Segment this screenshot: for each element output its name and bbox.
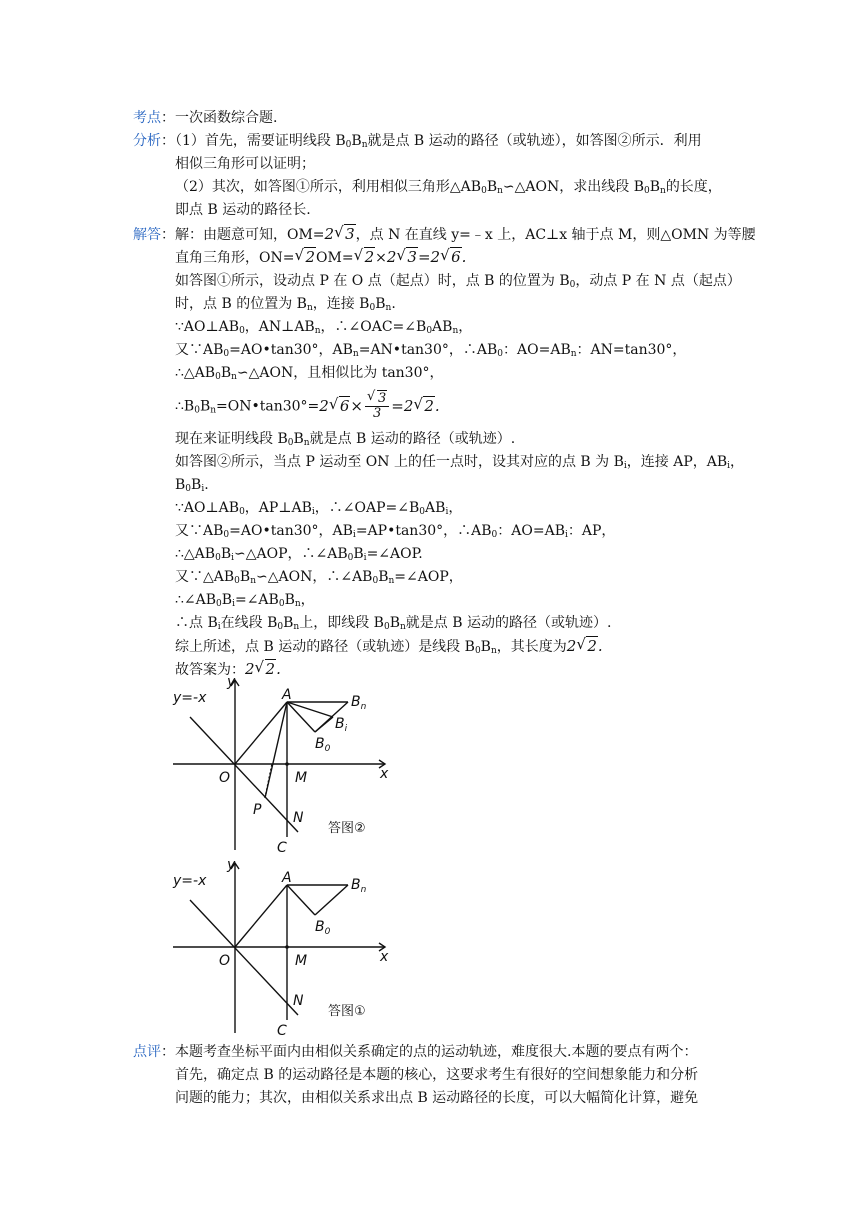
- sub: n: [660, 186, 666, 196]
- text: ：AO=AB: [503, 342, 571, 358]
- sub: 0: [369, 303, 376, 313]
- text: 时，点 B 的位置为 B: [175, 296, 307, 312]
- comment-line-1: [133, 1041, 697, 1063]
- solution-line-1: [133, 223, 756, 246]
- text: ∴∠AB: [175, 592, 217, 608]
- sub: i: [344, 724, 348, 734]
- segment-AP: [265, 702, 287, 798]
- sub: n: [570, 349, 577, 359]
- text: B: [293, 431, 304, 447]
- sub: i: [231, 553, 234, 563]
- solution-line-13: [175, 520, 615, 542]
- text: 3: [377, 391, 387, 406]
- label-C: C: [277, 840, 287, 856]
- text: AB: [432, 319, 453, 335]
- label-y: y: [227, 857, 236, 873]
- sub: 0: [234, 576, 240, 586]
- sub: 0: [223, 530, 230, 540]
- text: 直角三角形，ON=: [175, 250, 295, 266]
- text: .: [434, 396, 440, 415]
- text: B: [221, 592, 233, 608]
- text: .: [597, 637, 603, 655]
- text: =AO•tan30°，AB: [229, 523, 353, 539]
- label-B0: [315, 919, 331, 937]
- comment-line-3: [175, 1087, 698, 1109]
- sub: i: [352, 530, 356, 540]
- text: B: [284, 592, 295, 608]
- text: .: [461, 248, 467, 266]
- solution-line-12: $\because AO\perp AB_0$，$AP\perp AB_i$，$\therefore\angle OAP=\angle B_0AB_i$，: [175, 500, 463, 517]
- label-Bn: [351, 877, 367, 895]
- fraction: [365, 392, 389, 421]
- line-y-neg-x: [190, 717, 298, 832]
- radical: [414, 395, 435, 417]
- text: 2: [265, 660, 276, 678]
- sub: 0: [419, 507, 426, 517]
- sub: 0: [324, 744, 331, 754]
- label-N: N: [293, 810, 304, 826]
- sub: 0: [491, 530, 498, 540]
- sub: 0: [216, 599, 222, 609]
- sub: 0: [239, 507, 245, 517]
- text: B: [378, 569, 389, 585]
- text: 就是点 B 运动的路径（或轨迹），如答图②所示．利用: [367, 133, 702, 149]
- text: B: [649, 179, 661, 195]
- radical: [330, 395, 351, 417]
- text: 的长度，: [665, 179, 722, 195]
- kaodian-line: [133, 107, 277, 129]
- sub: 0: [277, 622, 284, 632]
- math: 2√ 6× √ $\frac{3}{3}$ =2√ 2.: [319, 397, 439, 415]
- text: B: [283, 615, 294, 631]
- text: 如答图①所示，设动点 P 在 O 点（起点）时，点 B 的位置为 B: [175, 273, 570, 289]
- text: ，∴∠OAP=∠B: [314, 500, 420, 516]
- text: =AO•tan30°，AB: [229, 342, 353, 358]
- sub: i: [311, 507, 315, 517]
- solution-line-3: [175, 270, 741, 292]
- sub: 0: [372, 576, 379, 586]
- text: 问题的能力；其次，由相似关系求出点 B 运动路径的长度，可以大幅简化计算，避免: [175, 1090, 699, 1106]
- label-B0: [315, 736, 331, 754]
- radical: [295, 246, 316, 268]
- solution-line-15: [175, 566, 463, 588]
- sub: n: [452, 326, 459, 336]
- text: 即点 B 运动的路径长.: [175, 202, 311, 218]
- text: =AP•tan30°，∴AB: [355, 523, 492, 539]
- sub: n: [293, 622, 300, 632]
- kaodian-tag: 考点: [133, 110, 161, 126]
- solution-line-10: 如答图②所示，当点 P 运动至 ON 上的任一点时，设其对应的点 B 为 $B_i$，连接 AP，$AB_i$，: [175, 454, 745, 471]
- segment-OA: [235, 885, 287, 947]
- text: 如答图②所示，当点 P 运动至 ON 上的任一点时，设其对应的点 B 为 B: [175, 454, 624, 470]
- text: B: [315, 736, 325, 752]
- solution-line-2: [175, 246, 466, 269]
- dianping-tag: 点评: [133, 1044, 161, 1060]
- text: ：AO=AB: [497, 523, 565, 539]
- solution-line-9: [175, 428, 515, 450]
- math: [354, 248, 376, 266]
- solution-line-17: [175, 612, 611, 634]
- text: ∵AO⊥AB: [175, 500, 240, 516]
- label-y: y: [227, 674, 236, 690]
- sub: i: [623, 461, 627, 471]
- sub: 0: [643, 186, 650, 196]
- text: ，点 N 在直线 y=﹣x 上，AC⊥x 轴于点 M，则△OMN 为等腰: [355, 227, 756, 243]
- label-O: O: [219, 953, 231, 969]
- text: 2: [587, 637, 597, 655]
- text: B: [175, 477, 186, 493]
- text: ，连接 B: [312, 296, 370, 312]
- sub: n: [360, 885, 367, 895]
- text: .: [204, 477, 209, 493]
- text: 就是点 B 运动的路径（或轨迹）.: [405, 615, 612, 631]
- text: 在线段 B: [220, 615, 278, 631]
- label-N: N: [293, 993, 304, 1009]
- label-P: P: [253, 802, 262, 818]
- text: 3: [407, 248, 417, 266]
- sub: 0: [481, 186, 487, 196]
- text: ，∴∠OAC=∠B: [320, 319, 427, 335]
- label-line: y=-x: [173, 690, 207, 706]
- math: [325, 225, 356, 243]
- text: 2: [424, 396, 434, 415]
- label-M: M: [295, 953, 308, 969]
- text: =∠AB: [234, 592, 279, 608]
- text: .: [276, 660, 281, 678]
- label-x: x: [380, 949, 389, 965]
- point-M: [285, 762, 289, 766]
- radical: [441, 246, 462, 268]
- sub: 0: [347, 553, 354, 563]
- sub: n: [497, 186, 503, 196]
- text: ∽△AON，∴∠AB: [256, 569, 373, 585]
- sub: 0: [287, 438, 294, 448]
- sub: n: [361, 140, 368, 150]
- sub: 0: [278, 599, 285, 609]
- text: ，其长度为: [496, 639, 567, 655]
- text: ∴B: [175, 398, 195, 415]
- text: =ON•tan30°=: [216, 398, 320, 415]
- text: 2: [386, 248, 397, 266]
- text: 6: [451, 248, 461, 266]
- sub: i: [363, 553, 367, 563]
- segment-AB0: [287, 885, 315, 915]
- solution-line-6: [175, 339, 686, 361]
- text: B: [353, 546, 364, 562]
- text: ×: [375, 250, 387, 266]
- text: 2: [324, 225, 335, 243]
- text: 现在来证明线段 B: [175, 431, 288, 447]
- text: 2: [305, 248, 316, 266]
- sub: 0: [345, 140, 352, 150]
- sub: 0: [497, 349, 504, 359]
- text: 又∵AB: [175, 342, 224, 358]
- text: ，连接 AP，AB: [626, 454, 728, 470]
- text: B: [486, 179, 498, 195]
- text: B: [480, 639, 491, 655]
- figure-answer-2: [165, 672, 415, 862]
- sub: n: [360, 702, 367, 712]
- text: 又∵AB: [175, 523, 224, 539]
- solution-line-4: [175, 293, 396, 315]
- sub: n: [400, 622, 406, 632]
- sub: n: [490, 646, 497, 656]
- sub: n: [352, 349, 359, 359]
- sub: 0: [215, 372, 221, 382]
- text: ，AP⊥AB: [244, 500, 312, 516]
- sub: 0: [239, 326, 245, 336]
- text: ：解：由题意可知，OM=: [161, 227, 325, 243]
- sub: n: [385, 303, 392, 313]
- sub: n: [210, 405, 217, 416]
- text: （2）其次，如答图①所示，利用相似三角形△AB: [175, 179, 482, 195]
- radical: [335, 223, 356, 245]
- text: 上，即线段 B: [299, 615, 384, 631]
- segment-B0Bi: [315, 717, 333, 732]
- label-O: O: [219, 770, 231, 786]
- label-Bi: [335, 716, 348, 734]
- sub: n: [306, 303, 313, 313]
- text: B: [351, 877, 361, 893]
- text: 首先，确定点 B 的运动路径是本题的核心，这要求考生有很好的空间想象能力和分析: [175, 1067, 699, 1083]
- figure-answer-1: [165, 855, 415, 1045]
- text: 6: [339, 396, 350, 415]
- sub: 0: [194, 405, 200, 416]
- line-y-neg-x: [190, 900, 298, 1015]
- text: OM=: [316, 250, 354, 266]
- text: B: [335, 716, 345, 732]
- sub: 0: [223, 349, 230, 359]
- text: ∴△AB: [175, 365, 216, 381]
- kaodian-text: ：一次函数综合题.: [161, 110, 278, 126]
- text: 2: [566, 637, 577, 655]
- solution-line-14: [175, 543, 423, 565]
- sub: n: [303, 438, 310, 448]
- text: ：AP，: [567, 523, 616, 539]
- sub: n: [231, 372, 237, 382]
- sub: i: [217, 622, 221, 632]
- text: B: [220, 365, 232, 381]
- text: ∽△AOP，∴∠AB: [234, 546, 348, 562]
- caption: 答图①: [328, 1004, 366, 1019]
- text: ：AN=tan30°，: [576, 342, 687, 358]
- radical: [577, 635, 598, 657]
- label-x: x: [380, 766, 389, 782]
- sub: n: [250, 576, 256, 586]
- comment-line-2: [175, 1064, 698, 1086]
- solution-line-8: [175, 392, 440, 421]
- text: B: [375, 296, 386, 312]
- analysis-line-4: [175, 199, 311, 221]
- sub: 0: [474, 646, 481, 656]
- label-line: y=-x: [173, 873, 207, 889]
- text: 2: [245, 660, 255, 678]
- text: B: [315, 919, 325, 935]
- text: =∠AOP.: [366, 546, 423, 562]
- text: 2: [364, 248, 375, 266]
- text: ，AN⊥AB: [244, 319, 315, 335]
- text: =: [417, 248, 431, 266]
- jieda-tag: 解答: [133, 227, 161, 243]
- label-A: A: [282, 687, 292, 703]
- text: 故答案为：: [175, 662, 245, 678]
- sub: 0: [215, 553, 221, 563]
- point-M: [285, 945, 289, 949]
- math: [294, 248, 316, 266]
- sub: i: [727, 461, 731, 471]
- radical: [368, 392, 387, 406]
- analysis-line-1: [133, 130, 702, 152]
- math: [387, 248, 467, 266]
- text: ：本题考查坐标平面内由相似关系确定的点的运动轨迹，难度很大.本题的要点有两个：: [161, 1044, 698, 1060]
- sub: 0: [569, 280, 576, 290]
- text: B: [351, 133, 362, 149]
- text: B: [239, 569, 251, 585]
- radical: [355, 246, 376, 268]
- sub: i: [201, 484, 205, 494]
- label-C: C: [277, 1023, 287, 1039]
- solution-line-16: $\therefore\angle AB_0B_i=\angle AB_0B_n$，: [175, 592, 315, 609]
- label-Bn: [351, 694, 367, 712]
- solution-line-18: [175, 635, 603, 658]
- radical: [397, 246, 418, 268]
- text: 又∵△AB: [175, 569, 235, 585]
- text: 相似三角形可以证明；: [175, 156, 315, 172]
- text: B: [191, 477, 202, 493]
- text: ∴点 B: [175, 615, 218, 631]
- text: ∵AO⊥AB: [175, 319, 240, 335]
- caption: 答图②: [328, 821, 366, 836]
- sub: n: [314, 326, 321, 336]
- text: .: [391, 296, 396, 312]
- sub: n: [294, 599, 301, 609]
- sub: i: [232, 599, 235, 609]
- sub: 0: [324, 927, 331, 937]
- text: 2: [430, 248, 441, 266]
- solution-line-11: [175, 474, 209, 496]
- text: B: [220, 546, 232, 562]
- segment-OP-aux: [265, 764, 272, 798]
- solution-line-5: $\because AO\perp AB_0$，$AN\perp AB_n$，$\therefore\angle OAC=\angle B_0AB_n$，: [175, 319, 473, 336]
- sub: 0: [185, 484, 192, 494]
- label-M: M: [295, 770, 308, 786]
- math: [567, 637, 603, 655]
- analysis-line-3: [175, 176, 722, 198]
- text: B: [389, 615, 400, 631]
- label-A: A: [282, 870, 292, 886]
- segment-B0Bn: [315, 885, 348, 915]
- text: 2: [403, 396, 414, 415]
- solution-line-7: [175, 362, 444, 384]
- text: ∴△AB: [175, 546, 216, 562]
- text: =∠AOP，: [394, 569, 463, 585]
- text: 2: [319, 396, 329, 415]
- text: B: [351, 694, 361, 710]
- sub: n: [388, 576, 395, 586]
- sub: i: [565, 530, 568, 540]
- sub: i: [445, 507, 449, 517]
- text: ∽△AON，且相似比为 tan30°，: [236, 365, 444, 381]
- text: ∽△AON，求出线段 B: [502, 179, 644, 195]
- analysis-line-2: [175, 153, 315, 175]
- text: =AN•tan30°，∴AB: [358, 342, 498, 358]
- sub: 0: [383, 622, 390, 632]
- text: 综上所述，点 B 运动的路径（或轨迹）是线段 B: [175, 639, 475, 655]
- denominator: 3: [372, 406, 382, 421]
- text: 就是点 B 运动的路径（或轨迹）.: [309, 431, 516, 447]
- text: AB: [425, 500, 446, 516]
- text: ：（1）首先，需要证明线段 B: [161, 133, 346, 149]
- numerator: [365, 392, 389, 407]
- fenxi-tag: 分析: [133, 133, 161, 149]
- sub: 0: [426, 326, 433, 336]
- text: B: [199, 398, 211, 415]
- text: ，动点 P 在 N 点（起点）: [575, 273, 741, 289]
- text: 3: [345, 225, 355, 243]
